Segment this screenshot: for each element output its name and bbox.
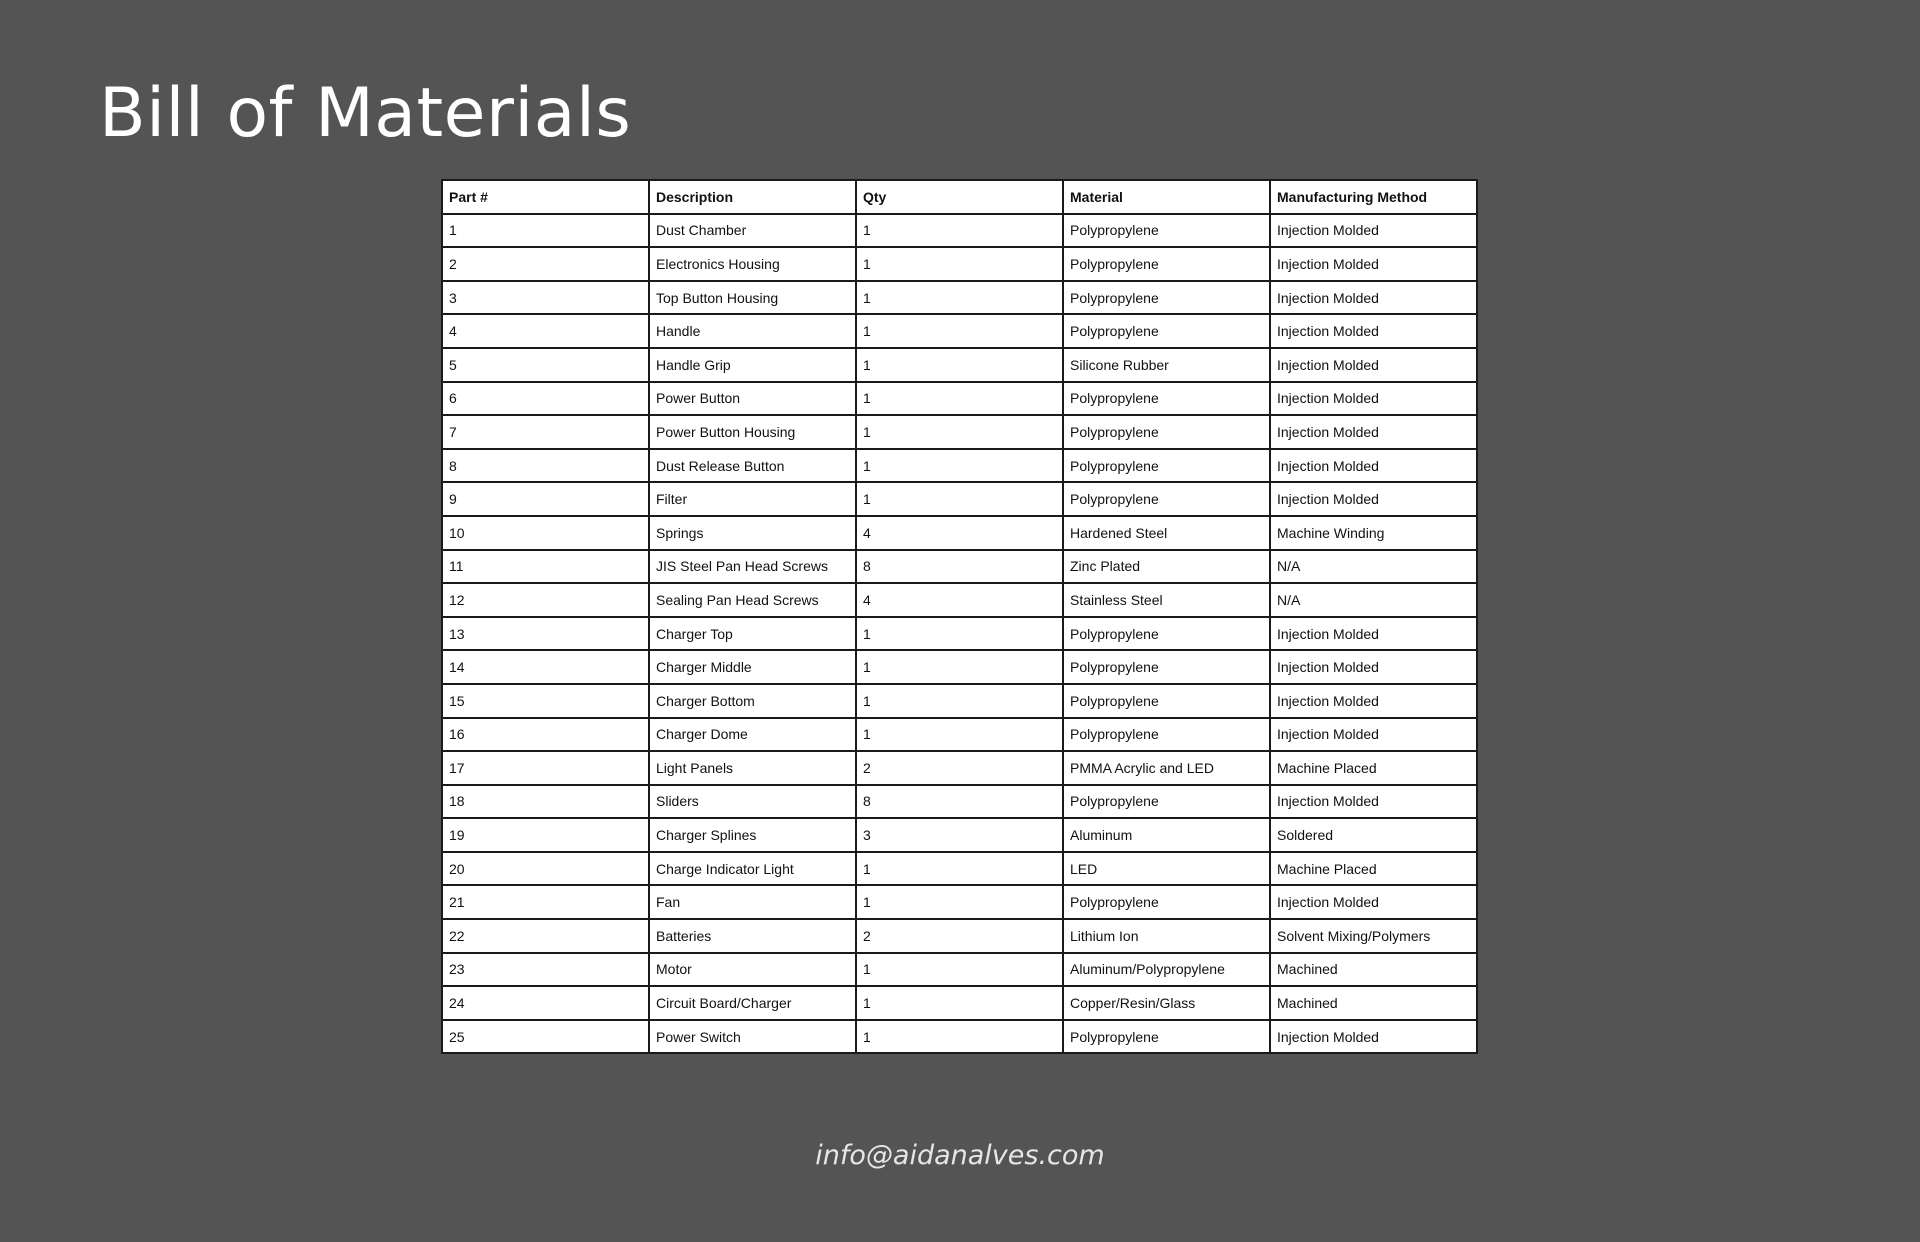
part-number-cell: 11: [442, 550, 649, 584]
part-number-cell: 19: [442, 818, 649, 852]
manufacturing-method-cell: Injection Molded: [1270, 718, 1477, 752]
qty-cell: 1: [856, 449, 1063, 483]
description-cell: Springs: [649, 516, 856, 550]
material-cell: Polypropylene: [1063, 482, 1270, 516]
table-row: [442, 583, 1477, 617]
qty-cell: 1: [856, 382, 1063, 416]
part-number-cell: 20: [442, 852, 649, 886]
manufacturing-method-cell: Injection Molded: [1270, 1020, 1477, 1054]
manufacturing-method-cell: Injection Molded: [1270, 684, 1477, 718]
table-row: [442, 751, 1477, 785]
material-cell: Aluminum/Polypropylene: [1063, 953, 1270, 987]
header-description: Description: [649, 180, 856, 214]
part-number-cell: 7: [442, 415, 649, 449]
material-cell: Lithium Ion: [1063, 919, 1270, 953]
qty-cell: 2: [856, 751, 1063, 785]
manufacturing-method-cell: Injection Molded: [1270, 382, 1477, 416]
manufacturing-method-cell: Machined: [1270, 986, 1477, 1020]
manufacturing-method-cell: Machine Winding: [1270, 516, 1477, 550]
qty-cell: 2: [856, 919, 1063, 953]
header-part-number: Part #: [442, 180, 649, 214]
part-number-cell: 3: [442, 281, 649, 315]
manufacturing-method-cell: N/A: [1270, 583, 1477, 617]
part-number-cell: 9: [442, 482, 649, 516]
qty-cell: 1: [856, 885, 1063, 919]
manufacturing-method-cell: Injection Molded: [1270, 885, 1477, 919]
material-cell: Zinc Plated: [1063, 550, 1270, 584]
part-number-cell: 6: [442, 382, 649, 416]
description-cell: Charge Indicator Light: [649, 852, 856, 886]
manufacturing-method-cell: Injection Molded: [1270, 214, 1477, 248]
qty-cell: 1: [856, 415, 1063, 449]
manufacturing-method-cell: Solvent Mixing/Polymers: [1270, 919, 1477, 953]
table-row: [442, 885, 1477, 919]
table-row: [442, 617, 1477, 651]
part-number-cell: 2: [442, 247, 649, 281]
part-number-cell: 12: [442, 583, 649, 617]
material-cell: Copper/Resin/Glass: [1063, 986, 1270, 1020]
table-row: [442, 650, 1477, 684]
table-row: [442, 785, 1477, 819]
manufacturing-method-cell: Injection Molded: [1270, 415, 1477, 449]
table-header: [442, 180, 1477, 214]
table-row: [442, 818, 1477, 852]
part-number-cell: 5: [442, 348, 649, 382]
material-cell: LED: [1063, 852, 1270, 886]
page-title: Bill of Materials: [99, 74, 632, 153]
manufacturing-method-cell: Injection Molded: [1270, 281, 1477, 315]
description-cell: Charger Top: [649, 617, 856, 651]
manufacturing-method-cell: Injection Molded: [1270, 314, 1477, 348]
table-row: [442, 986, 1477, 1020]
table-row: [442, 348, 1477, 382]
qty-cell: 1: [856, 482, 1063, 516]
qty-cell: 1: [856, 650, 1063, 684]
manufacturing-method-cell: Injection Molded: [1270, 482, 1477, 516]
table-row: [442, 449, 1477, 483]
part-number-cell: 25: [442, 1020, 649, 1054]
part-number-cell: 17: [442, 751, 649, 785]
material-cell: Polypropylene: [1063, 449, 1270, 483]
description-cell: Motor: [649, 953, 856, 987]
part-number-cell: 13: [442, 617, 649, 651]
part-number-cell: 24: [442, 986, 649, 1020]
material-cell: Polypropylene: [1063, 415, 1270, 449]
description-cell: Fan: [649, 885, 856, 919]
part-number-cell: 8: [442, 449, 649, 483]
material-cell: Polypropylene: [1063, 617, 1270, 651]
bom-table: [441, 179, 1478, 1054]
description-cell: Sealing Pan Head Screws: [649, 583, 856, 617]
manufacturing-method-cell: N/A: [1270, 550, 1477, 584]
qty-cell: 1: [856, 852, 1063, 886]
part-number-cell: 18: [442, 785, 649, 819]
part-number-cell: 1: [442, 214, 649, 248]
material-cell: Aluminum: [1063, 818, 1270, 852]
material-cell: Polypropylene: [1063, 684, 1270, 718]
footer-email[interactable]: info@aidanalves.com: [815, 1140, 1105, 1171]
qty-cell: 1: [856, 718, 1063, 752]
description-cell: Filter: [649, 482, 856, 516]
description-cell: Circuit Board/Charger: [649, 986, 856, 1020]
description-cell: Power Button Housing: [649, 415, 856, 449]
part-number-cell: 21: [442, 885, 649, 919]
table-row: [442, 919, 1477, 953]
description-cell: Charger Middle: [649, 650, 856, 684]
manufacturing-method-cell: Injection Molded: [1270, 617, 1477, 651]
description-cell: Sliders: [649, 785, 856, 819]
table-row: [442, 684, 1477, 718]
description-cell: Handle Grip: [649, 348, 856, 382]
header-manufacturing-method: Manufacturing Method: [1270, 180, 1477, 214]
material-cell: Polypropylene: [1063, 885, 1270, 919]
material-cell: Polypropylene: [1063, 214, 1270, 248]
description-cell: Charger Splines: [649, 818, 856, 852]
qty-cell: 8: [856, 785, 1063, 819]
description-cell: Charger Dome: [649, 718, 856, 752]
material-cell: PMMA Acrylic and LED: [1063, 751, 1270, 785]
description-cell: Top Button Housing: [649, 281, 856, 315]
qty-cell: 1: [856, 214, 1063, 248]
qty-cell: 3: [856, 818, 1063, 852]
qty-cell: 1: [856, 281, 1063, 315]
material-cell: Polypropylene: [1063, 785, 1270, 819]
header-qty: Qty: [856, 180, 1063, 214]
qty-cell: 1: [856, 1020, 1063, 1054]
description-cell: Charger Bottom: [649, 684, 856, 718]
table-body: [442, 214, 1477, 1054]
part-number-cell: 23: [442, 953, 649, 987]
part-number-cell: 10: [442, 516, 649, 550]
manufacturing-method-cell: Injection Molded: [1270, 650, 1477, 684]
qty-cell: 1: [856, 348, 1063, 382]
material-cell: Silicone Rubber: [1063, 348, 1270, 382]
description-cell: Power Button: [649, 382, 856, 416]
header-material: Material: [1063, 180, 1270, 214]
manufacturing-method-cell: Injection Molded: [1270, 348, 1477, 382]
manufacturing-method-cell: Machined: [1270, 953, 1477, 987]
material-cell: Polypropylene: [1063, 382, 1270, 416]
material-cell: Stainless Steel: [1063, 583, 1270, 617]
manufacturing-method-cell: Injection Molded: [1270, 785, 1477, 819]
table-row: [442, 214, 1477, 248]
material-cell: Polypropylene: [1063, 718, 1270, 752]
table-row: [442, 550, 1477, 584]
manufacturing-method-cell: Injection Molded: [1270, 247, 1477, 281]
qty-cell: 1: [856, 247, 1063, 281]
part-number-cell: 16: [442, 718, 649, 752]
manufacturing-method-cell: Machine Placed: [1270, 852, 1477, 886]
part-number-cell: 22: [442, 919, 649, 953]
table-row: [442, 247, 1477, 281]
description-cell: Dust Release Button: [649, 449, 856, 483]
table-row: [442, 314, 1477, 348]
manufacturing-method-cell: Machine Placed: [1270, 751, 1477, 785]
manufacturing-method-cell: Soldered: [1270, 818, 1477, 852]
material-cell: Hardened Steel: [1063, 516, 1270, 550]
description-cell: JIS Steel Pan Head Screws: [649, 550, 856, 584]
table-row: [442, 516, 1477, 550]
material-cell: Polypropylene: [1063, 281, 1270, 315]
part-number-cell: 14: [442, 650, 649, 684]
description-cell: Batteries: [649, 919, 856, 953]
material-cell: Polypropylene: [1063, 247, 1270, 281]
qty-cell: 1: [856, 314, 1063, 348]
part-number-cell: 4: [442, 314, 649, 348]
qty-cell: 1: [856, 617, 1063, 651]
table-row: [442, 281, 1477, 315]
qty-cell: 1: [856, 953, 1063, 987]
material-cell: Polypropylene: [1063, 314, 1270, 348]
description-cell: Dust Chamber: [649, 214, 856, 248]
qty-cell: 8: [856, 550, 1063, 584]
part-number-cell: 15: [442, 684, 649, 718]
table-row: [442, 1020, 1477, 1054]
material-cell: Polypropylene: [1063, 650, 1270, 684]
table-row: [442, 415, 1477, 449]
table-row: [442, 852, 1477, 886]
description-cell: Power Switch: [649, 1020, 856, 1054]
material-cell: Polypropylene: [1063, 1020, 1270, 1054]
qty-cell: 4: [856, 583, 1063, 617]
table-row: [442, 382, 1477, 416]
qty-cell: 1: [856, 986, 1063, 1020]
header-row: [442, 180, 1477, 214]
qty-cell: 1: [856, 684, 1063, 718]
description-cell: Light Panels: [649, 751, 856, 785]
table-row: [442, 953, 1477, 987]
manufacturing-method-cell: Injection Molded: [1270, 449, 1477, 483]
qty-cell: 4: [856, 516, 1063, 550]
table-row: [442, 482, 1477, 516]
description-cell: Handle: [649, 314, 856, 348]
table-row: [442, 718, 1477, 752]
description-cell: Electronics Housing: [649, 247, 856, 281]
